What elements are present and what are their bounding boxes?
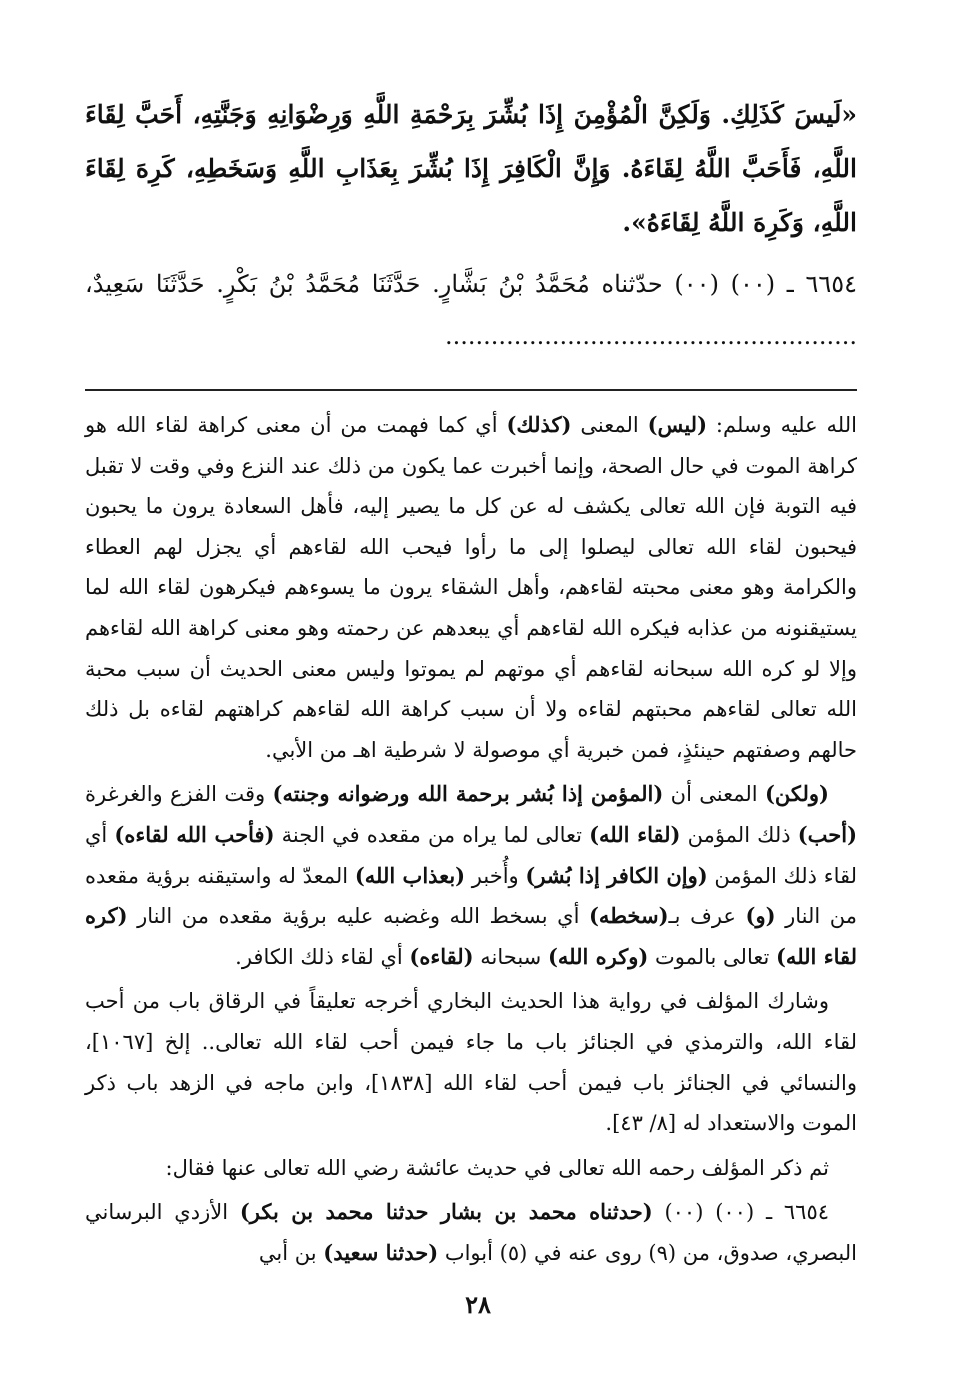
text-segment: تعالى بالموت	[648, 944, 776, 969]
text-segment: المعنى أن	[663, 782, 765, 807]
bold-quote-segment: (لقاءه)	[409, 943, 474, 969]
bold-quote-segment: (كذلك)	[506, 412, 572, 437]
text-segment: وشارك المؤلف في رواية هذا الحديث البخاري أخرجه تعليقاً في الرقاق باب من أحب لقاء الله، والترمذي في الجنائز باب ما جاء فيمن أحب لقاء الله تعالى.. إلخ [١٠٦٧]، والنسائي في الجنائز باب فيمن أحب لقاء الله [١٨٣٨]، وابن ماجه في الزهد باب ذكر الموت والاستعداد له [٨/ ٤٣].	[85, 989, 857, 1136]
continuation-dots: ......................................................	[445, 322, 857, 350]
text-segment: أي لقاء ذلك الكافر.	[235, 944, 410, 969]
bold-quote-segment: (كره لقاء الله)	[85, 903, 857, 969]
bold-quote-segment: (ولكن)	[765, 781, 829, 807]
text-segment: ذلك المؤمن	[680, 822, 798, 847]
bold-quote-segment: (المؤمن إذا بُشر برحمة الله ورضوانه وجنته)	[272, 781, 664, 807]
commentary-paragraph-2	[85, 774, 857, 977]
text-segment: الأزدي البرساني البصري، صدوق، من (٩) روى عنه في (٥) أبواب	[85, 1200, 857, 1265]
bold-quote-segment: (سخطه)	[589, 903, 669, 929]
text-segment: المعدّ له واستيقنه برؤية مقعده من النار	[85, 863, 858, 929]
bold-quote-segment: (حدثناه محمد بن بشار حدثنا محمد بن بكر)	[239, 1199, 653, 1225]
page-body	[85, 88, 857, 362]
bold-quote-segment: (وكره الله)	[547, 943, 649, 969]
text-segment: وقت الفزع والغرغرة	[85, 782, 273, 807]
text-segment: الله عليه وسلم:	[707, 413, 857, 437]
hadith-isnad-text: ٦٦٥٤ ـ (٠٠) (٠٠) حدّثناه مُحَمَّدُ بْنُ بَشَّارٍ. حَدَّثَنَا مُحَمَّدُ بْنُ بَكْرٍ. حَدَّثَنَا سَعِيدٌ،	[85, 270, 858, 298]
text-segment: سبحانه	[473, 944, 548, 969]
bold-quote-segment: (أحب)	[797, 821, 858, 847]
text-segment: ٦٦٥٤ ـ (٠٠) (٠٠)	[652, 1200, 830, 1225]
commentary-paragraph-1	[85, 405, 857, 770]
text-segment: المعنى	[571, 413, 648, 437]
bold-quote-segment: (لقاء الله)	[589, 821, 681, 847]
text-segment: أي بسخط الله وغضبه عليه برؤية مقعده من النار	[127, 904, 589, 929]
commentary-paragraph-3	[85, 981, 857, 1143]
hadith-isnad-line	[85, 258, 857, 362]
commentary-paragraph-5	[85, 1192, 857, 1273]
text-segment: أي لقاء ذلك المؤمن	[85, 822, 857, 888]
text-segment: تعالى لما يراه من مقعده في الجنة	[274, 822, 590, 847]
bold-quote-segment: (بعذاب الله)	[354, 862, 466, 888]
text-segment: بن أبي	[258, 1240, 324, 1265]
bold-quote-segment: (فأحب الله لقاءه)	[114, 821, 275, 847]
text-segment: أي كما فهمت من أن معنى كراهة لقاء الله هو كراهة الموت في حال الصحة، وإنما أخبرت عما يكون من ذلك عند النزع وفي وقت لا تقبل فيه التوبة فإن الله تعالى يكشف له عن كل ما يصير إليه، فأهل السعادة يرون ما يحبون فيحبون لقاء الله تعالى ليصلوا إلى ما رأوا فيحب الله لقاءهم أي يجزل لهم العطاء والكرامة وهو معنى محبته لقاءهم، وأهل الشقاء يرون ما يسوءهم فيكرهون لقاء الله لما يستيقنونه من عذابه فيكره الله لقاءهم أي يبعدهم عن رحمته وهو معنى كراهة الله لقاءهم وإلا لو كره الله سبحانه لقاءهم أي موتهم لم يموتوا وليس معنى الحديث أن سبب محبة الله تعالى لقاءهم محبتهم لقاءه ولا أن سبب كراهة الله لقاءهم كراهتهم لقاءه بل ذلك حالهم وصفتهم حينئذٍ، فمن خبرية أي موصولة لا شرطية اهـ من الأبي.	[85, 413, 857, 762]
bold-quote-segment: (و)	[745, 903, 776, 929]
commentary	[85, 405, 857, 1277]
page-number: ٢٨	[465, 1290, 491, 1319]
text-segment: وأُخبر	[465, 863, 526, 888]
bold-quote-segment: (ليس)	[647, 412, 708, 437]
commentary-paragraph-4	[85, 1148, 857, 1189]
text-segment: عرف بـ	[668, 904, 746, 929]
footnote-separator	[85, 389, 857, 391]
bold-quote-segment: (وإن الكافر إذا بُشر)	[525, 862, 708, 888]
text-segment: ثم ذكر المؤلف رحمه الله تعالى في حديث عائشة رضي الله تعالى عنها فقال:	[165, 1155, 829, 1180]
hadith-matn: «لَيسَ كَذَلِكِ. وَلَكِنَّ الْمُؤْمِنَ إِذَا بُشِّرَ بِرَحْمَةِ اللَّهِ وَرِضْوَانِهِ وَجَنَّتِهِ، أَحَبَّ لِقَاءَ اللَّهِ، فَأَحَبَّ اللَّهُ لِقَاءَهُ. وَإِنَّ الْكَافِرَ إِذَا بُشِّرَ بِعَذَابِ اللَّهِ وَسَخَطِهِ، كَرِهَ لِقَاءَ اللَّهِ، وَكَرِهَ اللَّهُ لِقَاءَهُ».	[85, 100, 857, 237]
bold-quote-segment: (حدثنا سعيد)	[323, 1239, 439, 1265]
